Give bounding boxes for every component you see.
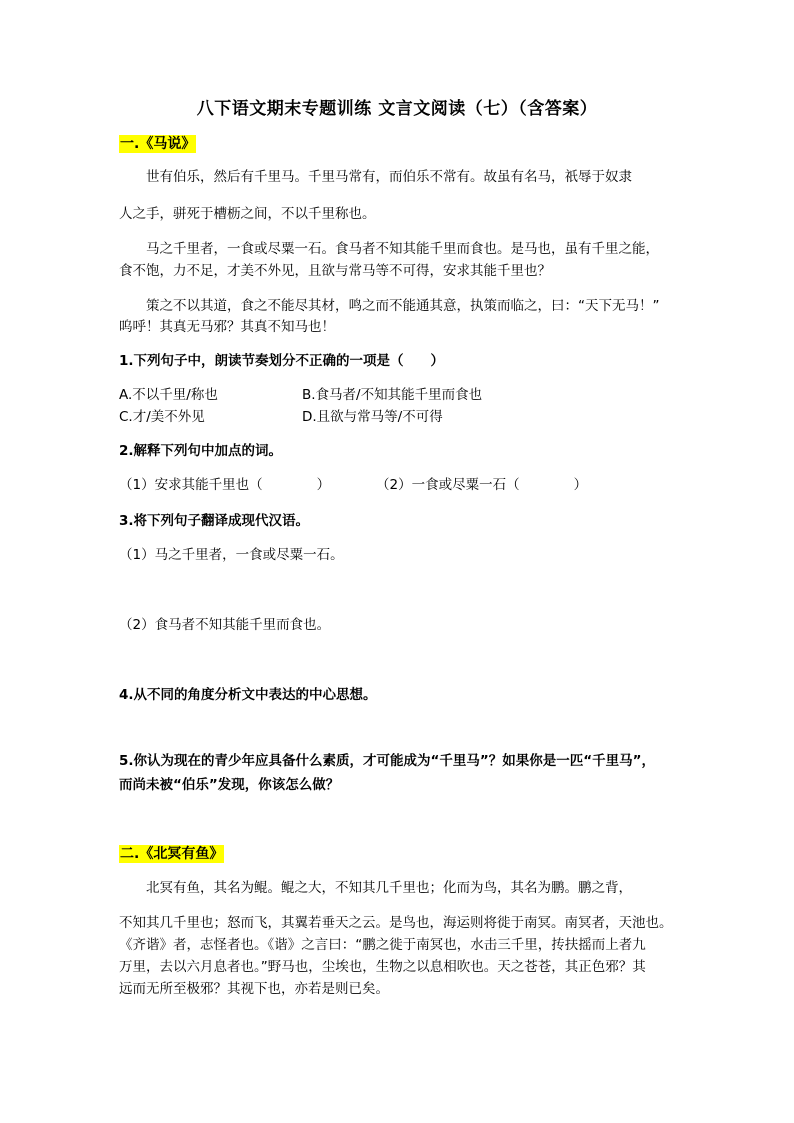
section-heading-2: 二.《北冥有鱼》 <box>120 846 224 862</box>
passage1-line: 呜呼！其真无马邪？其真不知马也！ <box>119 319 335 335</box>
passage2-line: 万里，去以六月息者也。”野马也，尘埃也，生物之以息相吹也。天之苍苍，其正色邪？其 <box>119 959 646 975</box>
passage1-line: 人之手，骈死于槽枥之间，不以千里称也。 <box>119 206 376 222</box>
passage1-line: 马之千里者，一食或尽粟一石。食马者不知其能千里而食也。是马也，虽有千里之能， <box>146 241 659 257</box>
passage2-line: 不知其几千里也；怒而飞，其翼若垂天之云。是鸟也，海运则将徙于南冥。南冥者，天池也。 <box>119 915 673 931</box>
question-2: 2.解释下列句中加点的词。 <box>119 443 283 459</box>
question-3-item-2: （2）食马者不知其能千里而食也。 <box>119 617 331 633</box>
question-2-item-1: （1）安求其能千里也（ ） <box>119 477 331 493</box>
passage2-line: 《齐谐》者，志怪者也。《谐》之言曰：“鹏之徙于南冥也，水击三千里，抟扶摇而上者九 <box>119 937 646 953</box>
page-title: 八下语文期末专题训练 文言文阅读（七）（含答案） <box>196 99 598 119</box>
question-5: 5.你认为现在的青少年应具备什么素质，才可能成为“千里马”？如果你是一匹“千里马”， <box>119 753 656 769</box>
passage2-line: 北冥有鱼，其名为鲲。鲲之大，不知其几千里也；化而为鸟，其名为鹏。鹏之背， <box>146 880 632 896</box>
passage1-line: 食不饱，力不足，才美不外见，且欲与常马等不可得，安求其能千里也？ <box>119 263 551 279</box>
question-1: 1.下列句子中，朗读节奏划分不正确的一项是（ ） <box>119 353 445 369</box>
passage1-line: 世有伯乐，然后有千里马。千里马常有，而伯乐不常有。故虽有名马，祇辱于奴隶 <box>146 169 632 185</box>
question-2-item-2: （2）一食或尽粟一石（ ） <box>376 477 588 493</box>
section-heading-1: 一.《马说》 <box>120 136 196 152</box>
question-5-line-2: 而尚未被“伯乐”发现，你该怎么做？ <box>119 777 340 793</box>
option-a: A.不以千里/称也 <box>119 387 218 403</box>
passage1-line: 策之不以其道，食之不能尽其材，鸣之而不能通其意，执策而临之，曰：“天下无马！” <box>146 298 660 314</box>
option-c: C.才/美不外见 <box>119 409 205 425</box>
option-d: D.且欲与常马等/不可得 <box>302 409 443 425</box>
option-b: B.食马者/不知其能千里而食也 <box>302 387 483 403</box>
question-4: 4.从不同的角度分析文中表达的中心思想。 <box>119 687 377 703</box>
passage2-line: 远而无所至极邪？其视下也，亦若是则已矣。 <box>119 981 389 997</box>
question-3-item-1: （1）马之千里者，一食或尽粟一石。 <box>119 547 344 563</box>
question-3: 3.将下列句子翻译成现代汉语。 <box>119 513 310 529</box>
